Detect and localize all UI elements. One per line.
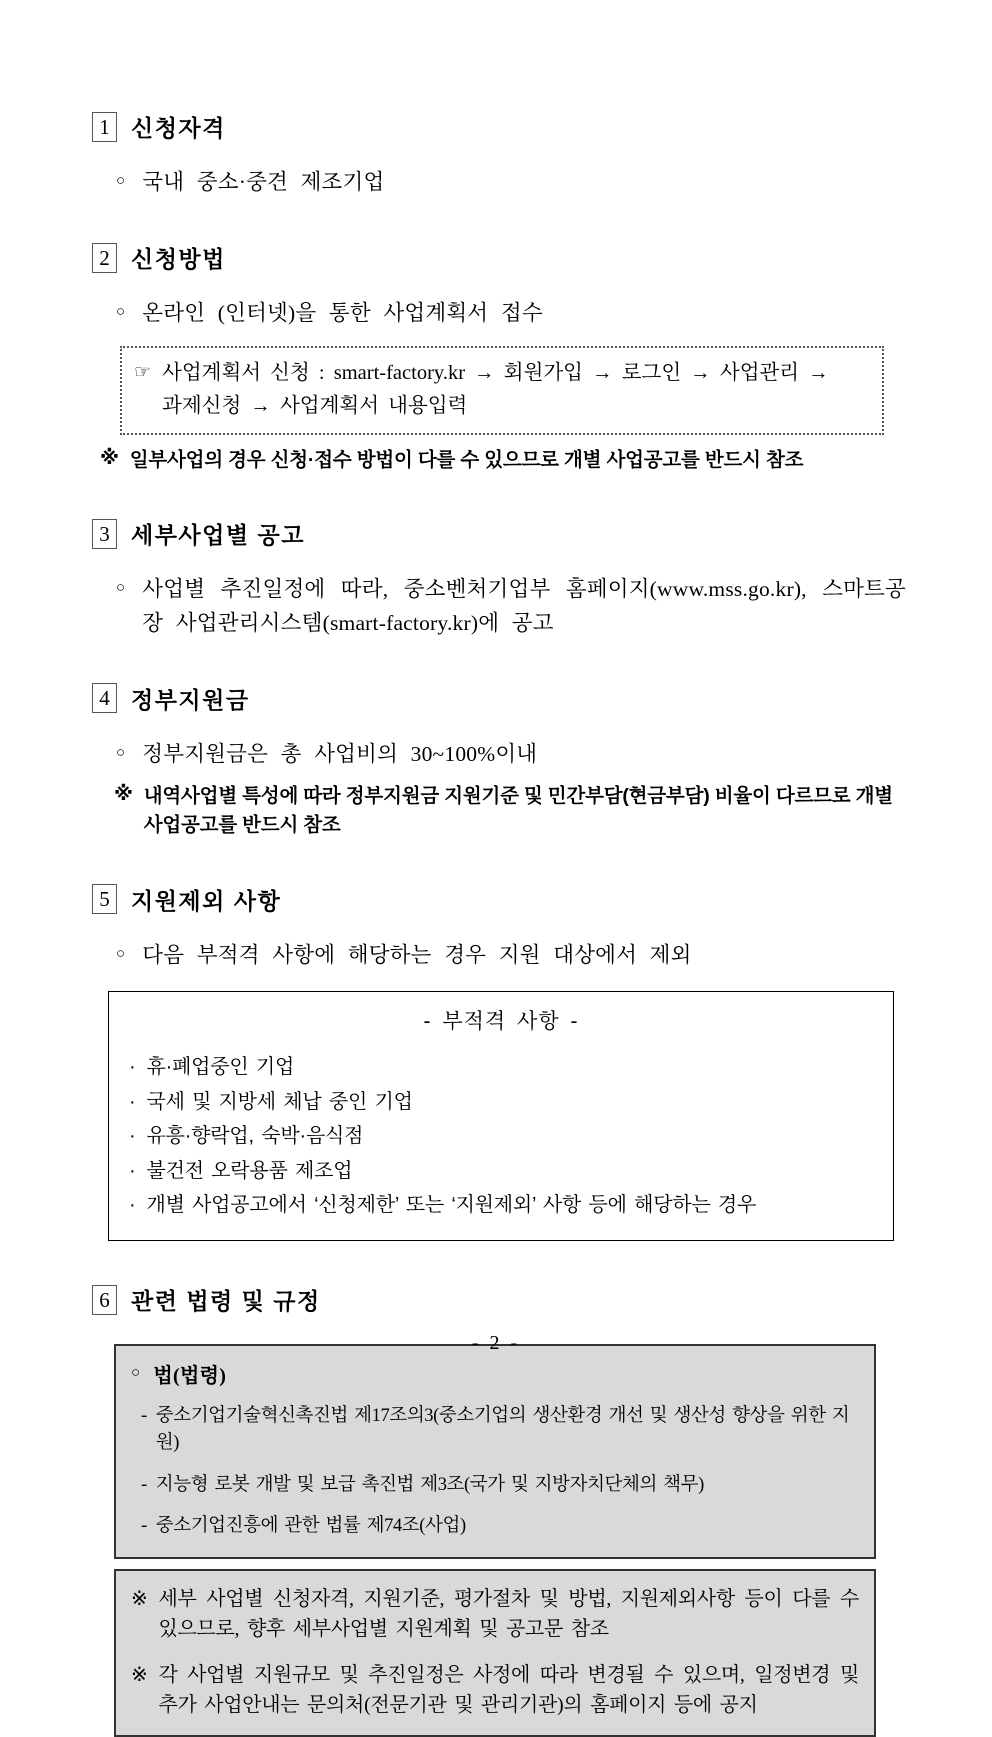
dot-bullet-icon: ·	[129, 1125, 136, 1148]
ineligibility-box-title: - 부적격 사항 -	[423, 1010, 579, 1034]
section-title: 세부사업별 공고	[131, 522, 305, 549]
bullet-line	[116, 738, 906, 771]
bullet-text: 온라인 (인터넷)을 통한 사업계획서 접수	[142, 301, 543, 326]
section-title: 관련 법령 및 규정	[131, 1288, 321, 1314]
ineligibility-item-text: 개별 사업공고에서 ‘신청제한’ 또는 ‘지원제외’ 사항 등에 해당하는 경우	[146, 1194, 757, 1217]
section-government-funding	[92, 682, 906, 841]
law-box-header-text: 법(법령)	[153, 1365, 227, 1387]
ineligibility-item	[129, 1085, 873, 1120]
general-note	[131, 1584, 859, 1644]
reference-mark-icon: ※	[131, 1588, 148, 1611]
circle-bullet-icon: ○	[131, 1365, 141, 1381]
section-number-box: 4	[92, 683, 117, 713]
general-note	[131, 1660, 859, 1720]
reference-mark-icon: ※	[100, 447, 119, 470]
section-number-box: 2	[92, 243, 117, 273]
section-header	[92, 1283, 906, 1316]
section-eligibility	[92, 110, 906, 199]
ineligibility-item	[129, 1119, 873, 1154]
section-number-box: 3	[92, 519, 117, 549]
law-item	[141, 1472, 859, 1499]
reference-mark-icon: ※	[131, 1664, 148, 1687]
section-header	[92, 682, 906, 715]
note-text: 내역사업별 특성에 따라 정부지원금 지원기준 및 민간부담(현금부담) 비율이 다르므로 개별 사업공고를 반드시 참조	[143, 785, 893, 837]
bullet-text: 국내 중소·중견 제조기업	[142, 170, 385, 194]
bullet-line	[116, 573, 906, 640]
section-header	[92, 241, 906, 274]
bullet-text: 사업별 추진일정에 따라, 중소벤처기업부 홈페이지(www.mss.go.kr), 스마트공장 사업관리시스템(smart-factory.kr)에 공고	[142, 577, 906, 635]
circle-bullet-icon: ○	[116, 304, 126, 321]
section-header	[92, 517, 906, 550]
dash-bullet-icon: -	[141, 1474, 147, 1495]
note-apply-method	[100, 446, 906, 475]
ineligibility-item	[129, 1188, 873, 1223]
section-exclusions	[92, 883, 906, 1241]
bullet-text: 다음 부적격 사항에 해당하는 경우 지원 대상에서 제외	[142, 942, 692, 967]
bullet-line	[116, 939, 906, 972]
section-number-box: 6	[92, 1285, 117, 1315]
section-header	[92, 883, 906, 916]
ineligibility-box	[108, 991, 894, 1241]
law-item-text: 지능형 로봇 개발 및 보급 촉진법 제3조(국가 및 지방자치단체의 책무)	[155, 1474, 704, 1495]
section-announcements	[92, 517, 906, 640]
pointer-hand-icon: ☞	[134, 361, 152, 383]
page-number: - 2 -	[471, 1332, 521, 1354]
flow-line-1: 사업계획서 신청 : smart-factory.kr → 회원가입 → 로그인 → 사업관리 →	[162, 361, 829, 384]
note-text: 일부사업의 경우 신청·접수 방법이 다를 수 있으므로 개별 사업공고를 반드시 참조	[129, 449, 804, 472]
application-flow-box	[120, 346, 884, 435]
law-box	[114, 1344, 876, 1559]
section-apply-method	[92, 241, 906, 475]
ineligibility-item	[129, 1154, 873, 1189]
ineligibility-item	[129, 1050, 873, 1085]
circle-bullet-icon: ○	[116, 945, 126, 962]
dot-bullet-icon: ·	[129, 1194, 136, 1217]
application-flow-steps	[162, 357, 829, 423]
section-number-box: 1	[92, 112, 117, 142]
dash-bullet-icon: -	[141, 1516, 147, 1537]
section-number-box: 5	[92, 884, 117, 914]
law-item-text: 중소기업진흥에 관한 법률 제74조(사업)	[155, 1516, 466, 1537]
law-box-header	[131, 1359, 859, 1388]
dash-bullet-icon: -	[141, 1406, 147, 1426]
circle-bullet-icon: ○	[116, 580, 126, 597]
flow-line-2: 과제신청 → 사업계획서 내용입력	[162, 394, 468, 417]
law-item	[141, 1403, 859, 1457]
dot-bullet-icon: ·	[129, 1056, 136, 1079]
section-header	[92, 110, 906, 143]
general-note-text: 각 사업별 지원규모 및 추진일정은 사정에 따라 변경될 수 있으며, 일정변경 및 추가 사업안내는 문의처(전문기관 및 관리기관)의 홈페이지 등에 공지	[158, 1664, 859, 1717]
law-item	[141, 1513, 859, 1540]
section-title: 신청방법	[131, 246, 226, 273]
bullet-line	[116, 297, 906, 330]
law-item-text: 중소기업기술혁신촉진법 제17조의3(중소기업의 생산환경 개선 및 생산성 향상을 위한 지원)	[155, 1406, 850, 1453]
general-notes-box	[114, 1569, 876, 1737]
note-funding	[114, 782, 906, 841]
ineligibility-item-text: 유흥·향락업, 숙박·음식점	[146, 1125, 364, 1148]
bullet-text: 정부지원금은 총 사업비의 30~100%이내	[142, 741, 538, 766]
ineligibility-item-text: 불건전 오락용품 제조업	[146, 1159, 353, 1182]
dot-bullet-icon: ·	[129, 1090, 136, 1113]
section-title: 신청자격	[131, 115, 226, 141]
ineligibility-item-text: 휴·폐업중인 기업	[146, 1056, 295, 1079]
bullet-line	[116, 166, 906, 199]
dot-bullet-icon: ·	[129, 1159, 136, 1182]
reference-mark-icon: ※	[114, 783, 133, 806]
section-title: 정부지원금	[131, 686, 250, 713]
general-note-text: 세부 사업별 신청자격, 지원기준, 평가절차 및 방법, 지원제외사항 등이 다를 수 있으므로, 향후 세부사업별 지원계획 및 공고문 참조	[158, 1588, 859, 1641]
circle-bullet-icon: ○	[116, 173, 126, 189]
ineligibility-item-text: 국세 및 지방세 체납 중인 기업	[146, 1090, 413, 1113]
circle-bullet-icon: ○	[116, 744, 126, 761]
section-title: 지원제외 사항	[131, 887, 282, 914]
